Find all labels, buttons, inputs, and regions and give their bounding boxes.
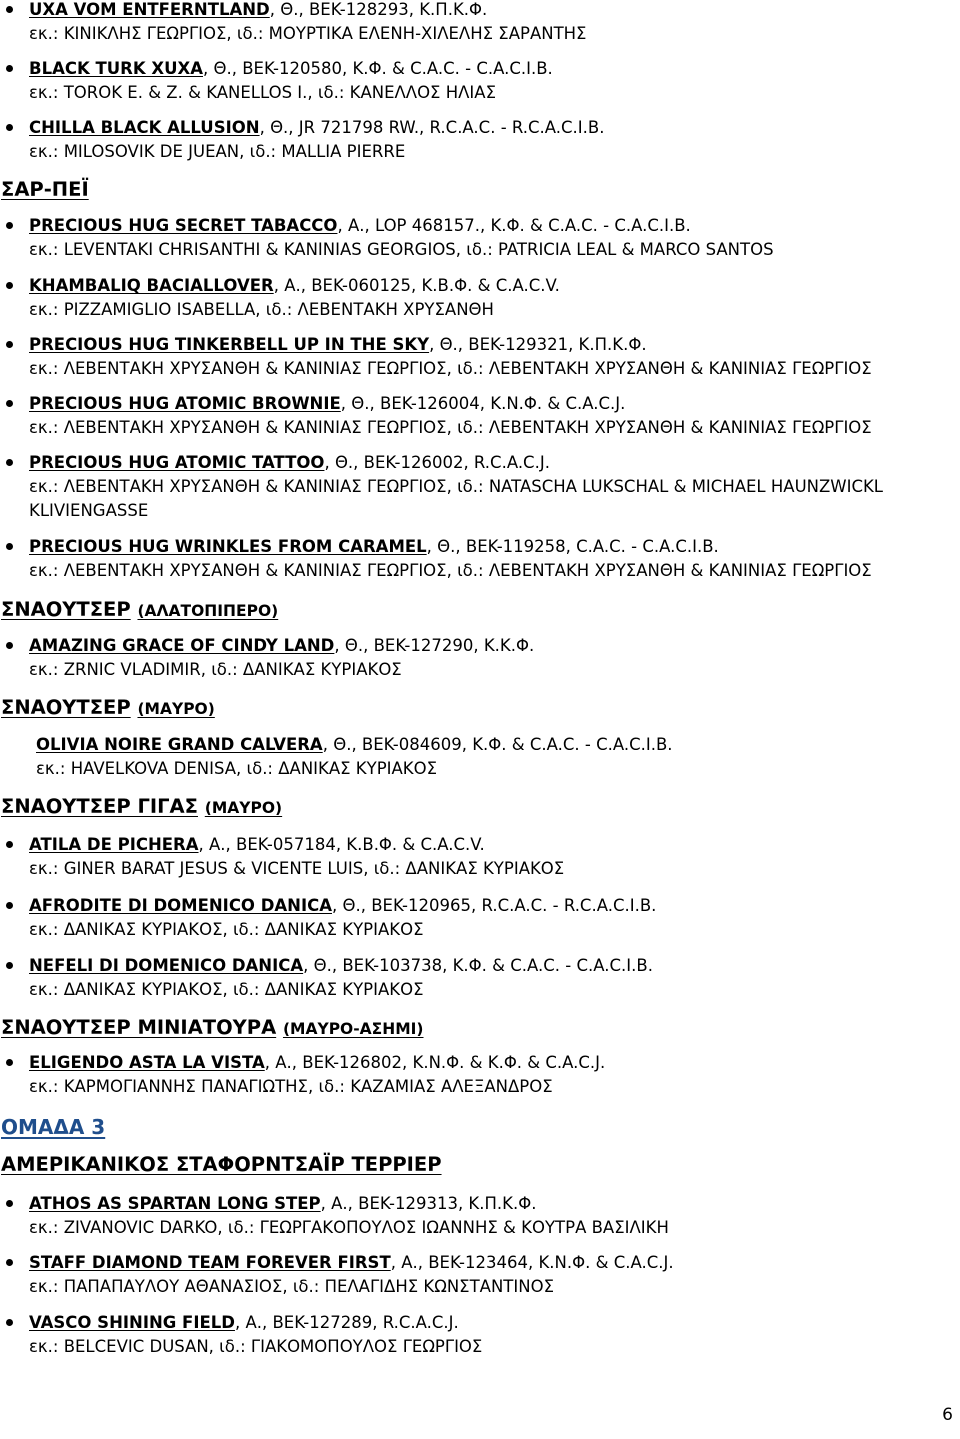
owner-breeder-line: εκ.: TOROK E. & Z. & KANELLOS I., ιδ.: ΚΑΝΕΛΛΟΣ ΗΛΙΑΣ — [29, 83, 497, 102]
bullet-icon — [6, 124, 13, 131]
section-heading-color: (ΜΑΥΡΟ-ΑΣΗΜΙ) — [282, 1020, 424, 1038]
group-heading: ΟΜΑΔΑ 3 — [1, 1115, 106, 1139]
dog-name: VASCO SHINING FIELD — [29, 1313, 235, 1332]
dog-details: , Α., BEK-057184, Κ.Β.Φ. & C.A.C.V. — [198, 835, 485, 854]
owner-breeder-line: εκ.: ΔΑΝΙΚΑΣ ΚΥΡΙΑΚΟΣ, ιδ.: ΔΑΝΙΚΑΣ ΚΥΡΙΑΚΟΣ — [29, 980, 424, 999]
bullet-icon — [6, 902, 13, 909]
section-heading — [1, 1016, 424, 1041]
bullet-icon — [6, 962, 13, 969]
entry-line-1 — [29, 335, 647, 355]
bullet-icon — [6, 1259, 13, 1266]
entry-line-1 — [29, 636, 534, 656]
page-number: 6 — [942, 1405, 953, 1425]
dog-name: UXA VOM ENTFERNTLAND — [29, 0, 270, 19]
section-heading — [1, 598, 278, 623]
bullet-icon — [6, 459, 13, 466]
bullet-icon — [6, 1059, 13, 1066]
bullet-icon — [6, 1319, 13, 1326]
bullet-icon — [6, 841, 13, 848]
dog-name: CHILLA BLACK ALLUSION — [29, 118, 260, 137]
bullet-icon — [6, 65, 13, 72]
owner-breeder-line: εκ.: ZRNIC VLADIMIR, ιδ.: ΔΑΝΙΚΑΣ ΚΥΡΙΑΚΟΣ — [29, 660, 402, 679]
bullet-icon — [6, 1200, 13, 1207]
bullet-icon — [6, 400, 13, 407]
dog-name: KHAMBALIQ BACIALLOVER — [29, 276, 274, 295]
dog-details: , Θ., BEK-126002, R.C.A.C.J. — [324, 453, 550, 472]
entry-line-1 — [29, 537, 719, 557]
bullet-icon — [6, 282, 13, 289]
dog-name: ATILA DE PICHERA — [29, 835, 199, 854]
dog-details: , Θ., BEK-119258, C.A.C. - C.A.C.I.B. — [426, 537, 719, 556]
dog-details: , Α., BEK-060125, Κ.Β.Φ. & C.A.C.V. — [273, 276, 560, 295]
entry-line-1 — [29, 276, 560, 296]
dog-name: ATHOS AS SPARTAN LONG STEP — [29, 1194, 321, 1213]
dog-name: AFRODITE DI DOMENICO DANICA — [29, 896, 332, 915]
bullet-icon — [6, 341, 13, 348]
owner-breeder-line: εκ.: GINER BARAT JESUS & VICENTE LUIS, ιδ.: ΔΑΝΙΚΑΣ ΚΥΡΙΑΚΟΣ — [29, 859, 565, 878]
owner-breeder-line: εκ.: ΚΑΡΜΟΓΙΑΝΝΗΣ ΠΑΝΑΓΙΩΤΗΣ, ιδ.: ΚΑΖΑΜΙΑΣ ΑΛΕΞΑΝΔΡΟΣ — [29, 1077, 553, 1096]
section-heading-title: ΣΝΑΟΥΤΣΕΡ — [1, 598, 131, 621]
entry-line-1 — [29, 118, 604, 138]
owner-breeder-line: εκ.: MILOSOVIK DE JUEAN, ιδ.: MALLIA PIERRE — [29, 142, 406, 161]
section-heading — [1, 1153, 442, 1177]
owner-breeder-line: εκ.: HAVELKOVA DENISA, ιδ.: ΔΑΝΙΚΑΣ ΚΥΡΙΑΚΟΣ — [36, 759, 438, 778]
entry-line-1 — [29, 896, 656, 916]
section-heading-title: ΣΝΑΟΥΤΣΕΡ ΓΙΓΑΣ — [1, 795, 198, 818]
owner-breeder-line: εκ.: ZIVANOVIC DARKO, ιδ.: ΓΕΩΡΓΑΚΟΠΟΥΛΟΣ ΙΩΑΝΝΗΣ & ΚΟΥΤΡΑ ΒΑΣΙΛΙΚΗ — [29, 1218, 669, 1237]
dog-name: PRECIOUS HUG WRINKLES FROM CARAMEL — [29, 537, 427, 556]
dog-name: STAFF DIAMOND TEAM FOREVER FIRST — [29, 1253, 391, 1272]
dog-details: , Α., BEK-123464, Κ.Ν.Φ. & C.A.C.J. — [390, 1253, 674, 1272]
section-heading-title: ΑΜΕΡΙΚΑΝΙΚΟΣ ΣΤΑΦΟΡΝΤΣΑΪΡ ΤΕΡΡΙΕΡ — [1, 1153, 442, 1176]
owner-breeder-line: εκ.: ΠΑΠΑΠΑΥΛΟΥ ΑΘΑΝΑΣΙΟΣ, ιδ.: ΠΕΛΑΓΙΔΗΣ ΚΩΝΣΤΑΝΤΙΝΟΣ — [29, 1277, 555, 1296]
bullet-icon — [6, 543, 13, 550]
dog-details: , Θ., BEK-103738, Κ.Φ. & C.A.C. - C.A.C.I.B. — [303, 956, 653, 975]
section-heading — [1, 795, 282, 820]
dog-details: , Α., BEK-126802, Κ.Ν.Φ. & Κ.Φ. & C.A.C.J. — [264, 1053, 606, 1072]
bullet-icon — [6, 6, 13, 13]
dog-name: PRECIOUS HUG SECRET TABACCO — [29, 216, 338, 235]
dog-name: PRECIOUS HUG ATOMIC BROWNIE — [29, 394, 341, 413]
owner-breeder-line: εκ.: PIZZAMIGLIO ISABELLA, ιδ.: ΛΕΒΕΝΤΑΚΗ ΧΡΥΣΑΝΘΗ — [29, 300, 494, 319]
section-heading — [1, 696, 215, 721]
dog-name: ELIGENDO ASTA LA VISTA — [29, 1053, 265, 1072]
section-heading-title: ΣΝΑΟΥΤΣΕΡ — [1, 696, 131, 719]
entry-line-1 — [29, 1313, 459, 1333]
section-heading-color: (ΜΑΥΡΟ) — [204, 799, 283, 817]
dog-details: , Θ., BEK-128293, Κ.Π.Κ.Φ. — [269, 0, 488, 19]
section-heading-color: (ΜΑΥΡΟ) — [137, 700, 215, 718]
dog-details: , Α., LOP 468157., Κ.Φ. & C.A.C. - C.A.C.I.B. — [337, 216, 691, 235]
entry-line-1 — [29, 956, 653, 976]
entry-line-1 — [29, 835, 485, 855]
entry-line-1 — [29, 453, 550, 473]
dog-details: , Θ., BEK-126004, Κ.Ν.Φ. & C.A.C.J. — [340, 394, 626, 413]
owner-breeder-line: εκ.: ΛΕΒΕΝΤΑΚΗ ΧΡΥΣΑΝΘΗ & ΚΑΝΙΝΙΑΣ ΓΕΩΡΓΙΟΣ, ιδ.: NATASCHA LUKSCHAL & MICHAEL HAUNZWICKL — [29, 477, 884, 496]
entry-line-1 — [29, 59, 553, 79]
dog-name: BLACK TURK XUXA — [29, 59, 203, 78]
entry-line-1 — [29, 0, 487, 20]
bullet-icon — [6, 222, 13, 229]
dog-name: NEFELI DI DOMENICO DANICA — [29, 956, 304, 975]
dog-details: , Θ., BEK-120580, Κ.Φ. & C.A.C. - C.A.C.I.B. — [203, 59, 553, 78]
dog-details: , Θ., BEK-127290, Κ.Κ.Φ. — [334, 636, 535, 655]
entry-line-1 — [29, 216, 691, 236]
section-heading-color: (ΑΛΑΤΟΠΙΠΕΡΟ) — [137, 602, 279, 620]
dog-name: OLIVIA NOIRE GRAND CALVERA — [36, 735, 323, 754]
dog-details: , Α., BEK-127289, R.C.A.C.J. — [234, 1313, 459, 1332]
owner-breeder-line: εκ.: ΛΕΒΕΝΤΑΚΗ ΧΡΥΣΑΝΘΗ & ΚΑΝΙΝΙΑΣ ΓΕΩΡΓΙΟΣ, ιδ.: ΛΕΒΕΝΤΑΚΗ ΧΡΥΣΑΝΘΗ & ΚΑΝΙΝΙΑΣ ΓΕΩΡΓΙΟΣ — [29, 561, 872, 580]
dog-details: , Α., BEK-129313, Κ.Π.Κ.Φ. — [320, 1194, 537, 1213]
dog-details: , Θ., BEK-120965, R.C.A.C. - R.C.A.C.I.B. — [332, 896, 657, 915]
owner-breeder-line: εκ.: ΔΑΝΙΚΑΣ ΚΥΡΙΑΚΟΣ, ιδ.: ΔΑΝΙΚΑΣ ΚΥΡΙΑΚΟΣ — [29, 920, 424, 939]
owner-breeder-line: εκ.: BELCEVIC DUSAN, ιδ.: ΓΙΑΚΟΜΟΠΟΥΛΟΣ ΓΕΩΡΓΙΟΣ — [29, 1337, 483, 1356]
section-heading — [1, 178, 89, 202]
dog-name: PRECIOUS HUG ATOMIC TATTOO — [29, 453, 325, 472]
entry-line-1 — [29, 1053, 605, 1073]
dog-details: , Θ., BEK-129321, Κ.Π.Κ.Φ. — [429, 335, 647, 354]
owner-breeder-line-continued: KLIVIENGASSE — [29, 501, 149, 520]
owner-breeder-line: εκ.: ΚΙΝΙΚΛΗΣ ΓΕΩΡΓΙΟΣ, ιδ.: ΜΟΥΡΤΙΚΑ ΕΛΕΝΗ-ΧΙΛΕΛΗΣ ΣΑΡΑΝΤΗΣ — [29, 24, 587, 43]
dog-details: , Θ., BEK-084609, Κ.Φ. & C.A.C. - C.A.C.I.B. — [322, 735, 673, 754]
entry-line-1 — [29, 394, 625, 414]
owner-breeder-line: εκ.: ΛΕΒΕΝΤΑΚΗ ΧΡΥΣΑΝΘΗ & ΚΑΝΙΝΙΑΣ ΓΕΩΡΓΙΟΣ, ιδ.: ΛΕΒΕΝΤΑΚΗ ΧΡΥΣΑΝΘΗ & ΚΑΝΙΝΙΑΣ ΓΕΩΡΓΙΟΣ — [29, 359, 872, 378]
section-heading-title: ΣΑΡ-ΠΕΪ — [1, 178, 89, 201]
entry-line-1 — [29, 1253, 674, 1273]
section-heading-title: ΣΝΑΟΥΤΣΕΡ ΜΙΝΙΑΤΟΥΡΑ — [1, 1016, 277, 1039]
owner-breeder-line: εκ.: LEVENTAKI CHRISANTHI & KANINIAS GEORGIOS, ιδ.: PATRICIA LEAL & MARCO SANTOS — [29, 240, 774, 259]
dog-details: , Θ., JR 721798 RW., R.C.A.C. - R.C.A.C.I.B. — [259, 118, 605, 137]
dog-name: AMAZING GRACE OF CINDY LAND — [29, 636, 335, 655]
owner-breeder-line: εκ.: ΛΕΒΕΝΤΑΚΗ ΧΡΥΣΑΝΘΗ & ΚΑΝΙΝΙΑΣ ΓΕΩΡΓΙΟΣ, ιδ.: ΛΕΒΕΝΤΑΚΗ ΧΡΥΣΑΝΘΗ & ΚΑΝΙΝΙΑΣ ΓΕΩΡΓΙΟΣ — [29, 418, 872, 437]
bullet-icon — [6, 642, 13, 649]
entry-line-1 — [29, 1194, 536, 1214]
dog-name: PRECIOUS HUG TINKERBELL UP IN THE SKY — [29, 335, 430, 354]
entry-line-1 — [36, 735, 673, 755]
